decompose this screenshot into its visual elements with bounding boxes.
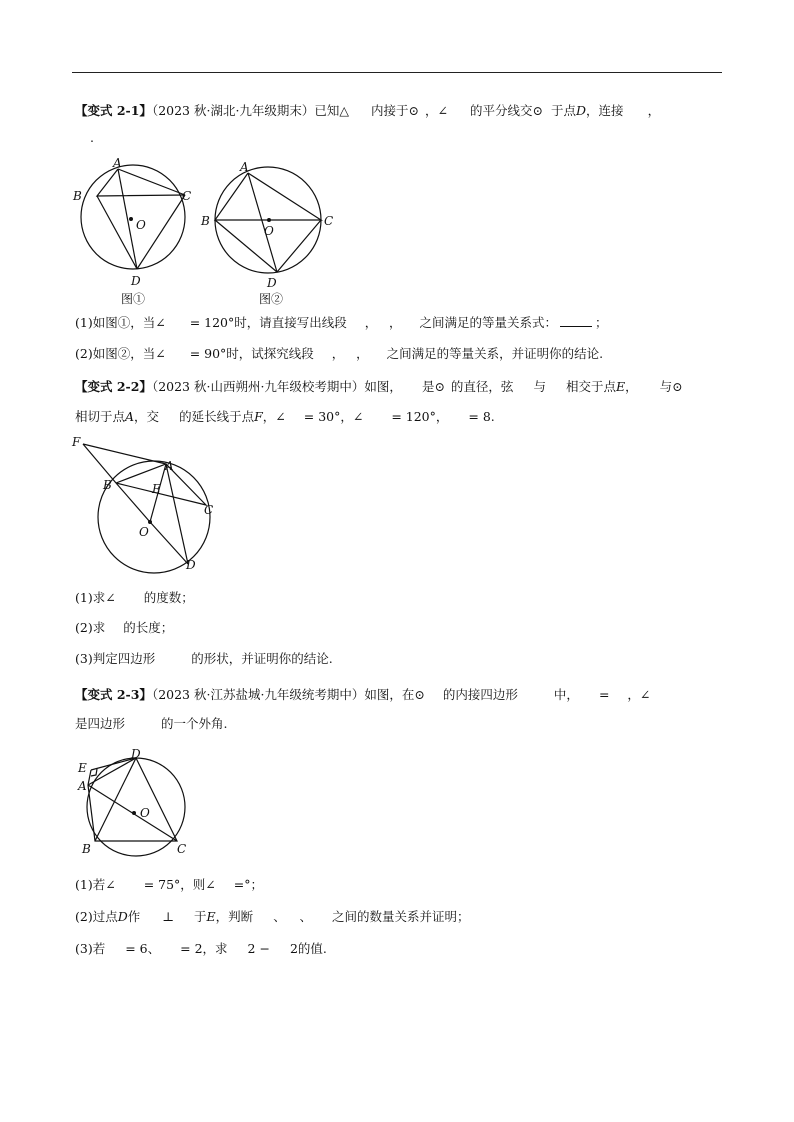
fig4-diagonal-db [95,758,136,841]
fig1-label-d: D [131,274,141,288]
fig4-label-o: O [140,806,150,820]
problem-source: （2023 秋·江苏盐城·九年级统考期中） [151,687,365,702]
figure-2-caption: 图② [259,292,284,306]
fig1-line-bd [97,196,137,269]
fig2-triangle-abc [215,173,321,220]
fig1-label-o: O [136,218,146,232]
fig4-line-ea [88,770,91,785]
fig3-label-f: F [72,435,81,449]
fig3-label-d: D [186,558,196,572]
fig3-line-fa [83,444,166,464]
fig3-line-od [150,522,188,564]
fig2-label-c: C [324,214,334,228]
problem-2-2-stem-cont: 相切于点A，交 的延长线于点F，∠ = 30°，∠ = 120°， = 8. [75,409,495,424]
figure-3-circle-diagram [68,432,228,580]
fig4-label-a: A [78,779,87,793]
fig1-label-c: C [182,189,192,203]
fig4-label-e: E [78,761,87,775]
problem-2-1-question-2: (2)如图②，当∠ = 90°时，试探究线段 ， ， 之间满足的等量关系，并证明你的结论. [75,346,604,361]
problem-2-1-stem-cont: . [90,130,94,145]
problem-2-1-stem: 【变式 2-1】（2023 秋·湖北·九年级期末）已知△ 内接于⊙ ，∠ 的平分线交⊙ 于点D，连接 ， [75,103,661,118]
fig2-label-a: A [240,160,249,174]
answer-blank [560,315,592,327]
problem-source: （2023 秋·湖北·九年级期末） [151,103,315,118]
problem-tag: 【变式 2-1】 [75,103,152,118]
fig4-line-ed [91,758,136,770]
fig3-line-ad [166,464,188,564]
fig2-label-o: O [264,224,274,238]
fig3-label-a: A [165,459,174,473]
fig3-label-c: C [204,503,214,517]
fig1-circle [81,165,185,269]
fig4-label-c: C [177,842,187,856]
problem-2-2-question-2: (2)求 的长度； [75,620,174,635]
fig3-line-bo [116,483,150,522]
fig1-center-dot [129,217,133,221]
problem-tag: 【变式 2-2】 [75,379,152,394]
fig2-line-ad [248,173,277,272]
problem-2-1-question-1: (1)如图①，当∠ = 120°时，请直接写出线段 ， ， 之间满足的等量关系式： ； [75,315,608,330]
fig2-label-b: B [201,214,210,228]
figure-4-circle-diagram [72,745,202,860]
problem-2-2-question-1: (1)求∠ 的度数； [75,590,194,605]
problem-2-2-stem: 【变式 2-2】（2023 秋·山西朔州·九年级校考期中）如图， 是⊙ 的直径，弦 与 相交于点E， 与⊙ [75,379,683,394]
fig1-line-cd [137,195,185,269]
fig3-label-b: B [103,478,112,492]
fig4-label-b: B [82,842,91,856]
problem-2-2-question-3: (3)判定四边形 的形状，并证明你的结论. [75,651,333,666]
fig1-label-a: A [113,156,122,170]
fig3-label-e: E [152,482,161,496]
fig1-label-b: B [73,189,82,203]
fig1-line-ad [118,169,137,269]
fig3-circle [98,461,210,573]
header-rule [72,72,722,73]
problem-2-3-question-1: (1)若∠ = 75°，则∠ =°； [75,877,264,892]
fig2-label-d: D [267,276,277,290]
fig4-center-dot [132,811,136,815]
fig4-label-d: D [131,747,141,761]
figure-1-circle-diagram [70,155,200,290]
problem-tag: 【变式 2-3】 [75,687,152,702]
fig3-label-o: O [139,525,149,539]
fig3-center-dot [148,520,152,524]
problem-source: （2023 秋·山西朔州·九年级校考期中） [151,379,365,394]
problem-2-3-stem: 【变式 2-3】（2023 秋·江苏盐城·九年级统考期中）如图，在⊙ 的内接四边形 中， = ，∠ [75,687,651,702]
problem-2-3-stem-cont: 是四边形 的一个外角. [75,716,228,731]
figure-2-circle-diagram [198,155,343,290]
problem-2-3-question-2: (2)过点D作 ⊥ 于E，判断 、 、 之间的数量关系并证明； [75,909,470,924]
fig2-center-dot [267,218,271,222]
problem-2-3-question-3: (3)若 = 6、 = 2，求 2 − 2的值. [75,941,327,956]
figure-1-caption: 图① [121,292,146,306]
